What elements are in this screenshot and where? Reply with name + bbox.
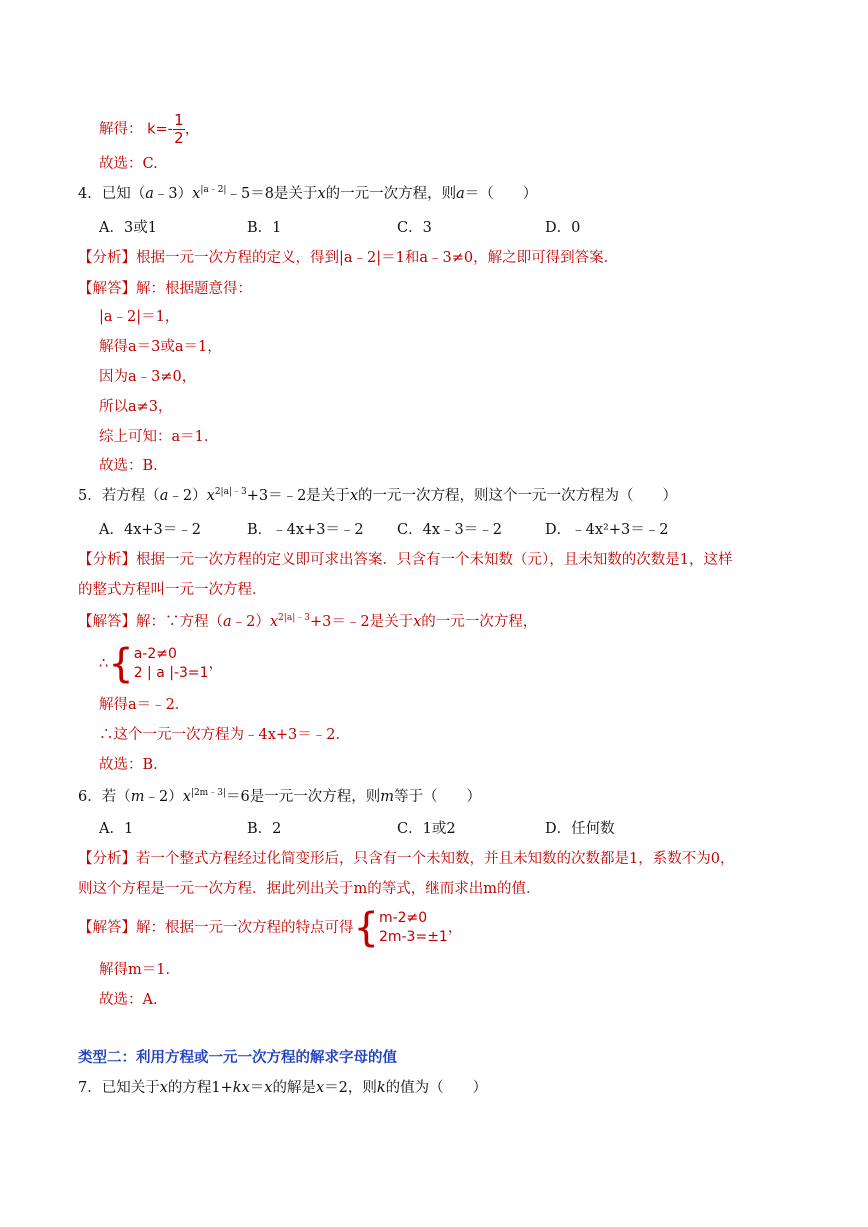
q5-equation-system: ∴ { a-2≠0 2 | a |-3=1 ， — [99, 641, 224, 687]
q5-option-d[interactable]: D．﹣4x²+3＝﹣2 — [545, 522, 669, 538]
q5-analysis-line-1: 【分析】根据一元一次方程的定义即可求出答案．只含有一个未知数（元），且未知数的次数是1，这样 — [78, 552, 733, 568]
q7-stem: 7．已知关于x的方程1+kx＝x的解是x＝2，则k的值为（ ） — [78, 1080, 488, 1096]
fraction-one-half: $\frac{1}{2}$ — [174, 111, 184, 147]
prev-solve-line: 解得： k=- $\frac{1}{2}$ ， — [99, 111, 200, 147]
q6-options — [0, 819, 868, 839]
q5-option-c[interactable]: C．4x﹣3＝﹣2 — [397, 522, 502, 538]
q4-step-1: |a﹣2|＝1， — [99, 309, 180, 325]
q6-option-d[interactable]: D．任何数 — [545, 821, 615, 837]
q6-solution: 【解答】解：根据一元一次方程的特点可得 { m-2≠0 2m-3=±1 ， — [78, 905, 463, 951]
q4-option-a[interactable]: A．3或1 — [99, 220, 157, 236]
q4-solution-head: 【解答】解：根据题意得： — [78, 281, 252, 297]
q6-answer: 故选：A. — [99, 992, 158, 1008]
q5-option-b[interactable]: B．﹣4x+3＝﹣2 — [247, 522, 364, 538]
q6-system-brace: { m-2≠0 2m-3=±1 — [353, 905, 448, 951]
q5-step-2: ∴这个一元一次方程为﹣4x+3＝﹣2． — [99, 727, 351, 743]
q4-step-4: 所以a≠3， — [99, 399, 173, 415]
q4-stem: 4．已知$(a﹣3)x^{|a﹣2|}﹣5=8$是关于x的一元一次方程，则a＝（ ） — [78, 185, 538, 202]
q6-analysis-line-1: 【分析】若一个整式方程经过化简变形后，只含有一个未知数，并且未知数的次数都是1，系数不为0， — [78, 851, 735, 867]
prev-answer: 故选：C. — [99, 156, 158, 172]
q5-options — [0, 520, 868, 540]
q6-option-a[interactable]: A．1 — [99, 821, 134, 837]
q4-analysis: 【分析】根据一元一次方程的定义，得到|a﹣2|＝1和a﹣3≠0，解之即可得到答案． — [78, 250, 619, 266]
q6-option-b[interactable]: B．2 — [247, 821, 282, 837]
q6-analysis-line-2: 则这个方程是一元一次方程．据此列出关于m的等式，继而求出m的值． — [78, 881, 541, 897]
q4-options — [0, 218, 868, 238]
q5-solution-head: 【解答】解：∵方程$(a﹣2)x^{2|a|﹣3}+3=﹣2$是关于x的一元一次方程， — [78, 613, 538, 630]
q4-step-3: 因为a﹣3≠0， — [99, 369, 197, 385]
q6-option-c[interactable]: C．1或2 — [397, 821, 456, 837]
q4-option-d[interactable]: D．0 — [545, 220, 581, 236]
q4-answer: 故选：B. — [99, 458, 158, 474]
q5-stem: 5．若方程$(a﹣2)x^{2|a|﹣3}+3=﹣2$是关于x的一元一次方程，则这个一元一次方程为（ ） — [78, 487, 677, 504]
q4-step-2: 解得a＝3或a＝1， — [99, 339, 222, 355]
q5-step-1: 解得a＝﹣2． — [99, 697, 190, 713]
q5-analysis-line-2: 的整式方程叫一元一次方程． — [78, 582, 267, 598]
q5-answer: 故选：B. — [99, 757, 158, 773]
q5-option-a[interactable]: A．4x+3＝﹣2 — [99, 522, 201, 538]
q4-option-c[interactable]: C．3 — [397, 220, 432, 236]
q6-stem: 6．若$(m﹣2)x^{|2m﹣3|}=6$是一元一次方程，则m等于（ ） — [78, 788, 481, 805]
section-heading: 类型二：利用方程或一元一次方程的解求字母的值 — [78, 1049, 397, 1066]
q5-system-brace: { a-2≠0 2 | a |-3=1 — [108, 641, 209, 687]
q4-step-5: 综上可知：a＝1． — [99, 429, 219, 445]
q6-step-1: 解得m＝1． — [99, 962, 180, 978]
q4-option-b[interactable]: B．1 — [247, 220, 282, 236]
